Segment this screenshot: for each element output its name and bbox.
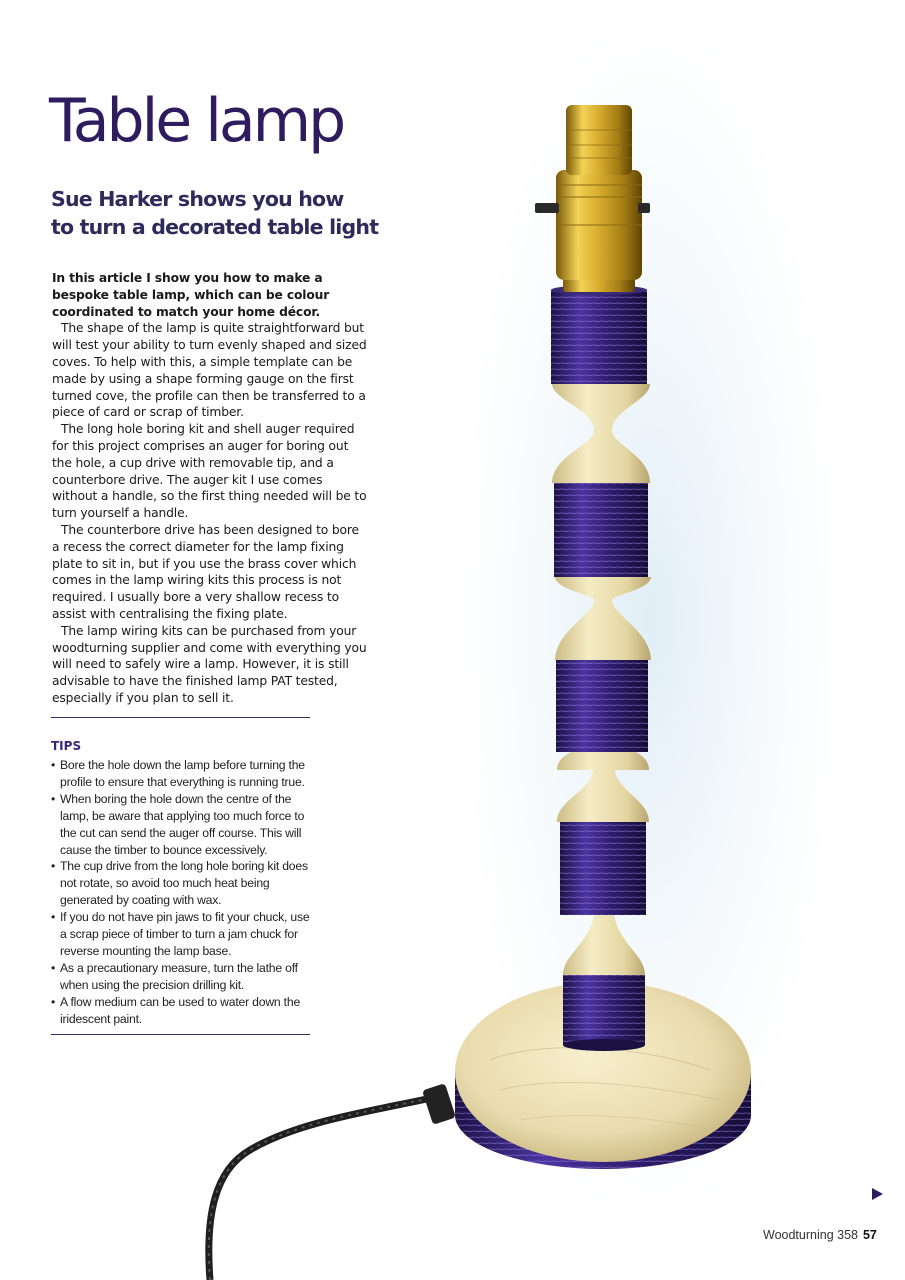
bullet-icon: • — [51, 758, 56, 772]
bullet-icon: • — [51, 791, 56, 806]
article-paragraph: The shape of the lamp is quite straightforward but will test your ability to turn evenly shaped and sized coves. To help with this, a simple template can be made by using a shape forming gauge on the first turned cove, the profile can then be transferred to a piece of card or scrap of timber. — [52, 321, 367, 420]
tips-list — [51, 757, 316, 1028]
right-triangle-icon[interactable] — [872, 1188, 883, 1200]
page-footer — [763, 1228, 877, 1242]
page-subtitle — [51, 185, 379, 241]
tip-text: If you do not have pin jaws to fit your chuck, use a scrap piece of timber to turn a jam chuck for reverse mounting the lamp base. — [60, 910, 310, 958]
bullet-icon: • — [51, 910, 56, 925]
article-paragraph: The long hole boring kit and shell auger required for this project comprises an auger for boring out the hole, a cup drive with removable tip, and a counterbore drive. The auger kit I use comes without a handle, so the first thing needed will be to turn yourself a handle. — [52, 422, 367, 521]
tip-text: When boring the hole down the centre of the lamp, be aware that applying too much force to the cut can send the auger off course. This will cause the timber to bounce excessively. — [60, 791, 305, 857]
tip-item — [51, 994, 316, 1028]
tip-text: The cup drive from the long hole boring kit does not rotate, so avoid too much heat being generated by coating with wax. — [60, 859, 308, 908]
page-number: 57 — [862, 1228, 877, 1242]
magazine-issue: Woodturning 358 — [763, 1228, 858, 1242]
tip-item — [51, 909, 316, 960]
article-lead: In this article I show you how to make a bespoke table lamp, which can be colour coordinated to match your home décor. — [52, 271, 330, 319]
article-paragraph: The lamp wiring kits can be purchased from your woodturning supplier and come with everything you will need to safely wire a lamp. However, it is still advisable to have the finished lamp PAT tested, especially if you plan to sell it. — [52, 623, 367, 705]
tip-item — [51, 757, 316, 791]
tip-item — [51, 960, 316, 994]
article-body — [52, 270, 370, 707]
bullet-icon: • — [51, 859, 56, 874]
bullet-icon: • — [51, 960, 56, 975]
tip-item — [51, 858, 316, 909]
tip-item — [51, 791, 316, 859]
tip-text: A flow medium can be used to water down the iridescent paint. — [60, 994, 301, 1026]
tip-text: As a precautionary measure, turn the lathe off when using the precision drilling kit. — [60, 960, 298, 992]
article-paragraph: The counterbore drive has been designed to bore a recess the correct diameter for the lamp fixing plate to sit in, but if you use the brass cover which comes in the lamp wiring kits this process is not required. I usually bore a very shallow recess to assist with centralising the fixing plate. — [52, 522, 359, 621]
tips-bottom-divider — [51, 1034, 310, 1035]
page-title: Table lamp — [49, 86, 344, 156]
tips-heading: TIPS — [51, 739, 82, 753]
bullet-icon: • — [51, 994, 56, 1009]
tip-text: Bore the hole down the lamp before turning the profile to ensure that everything is running true. — [60, 758, 305, 789]
tips-top-divider — [51, 717, 310, 718]
subtitle-line-2: to turn a decorated table light — [51, 215, 379, 239]
subtitle-line-1: Sue Harker shows you how — [51, 187, 344, 211]
